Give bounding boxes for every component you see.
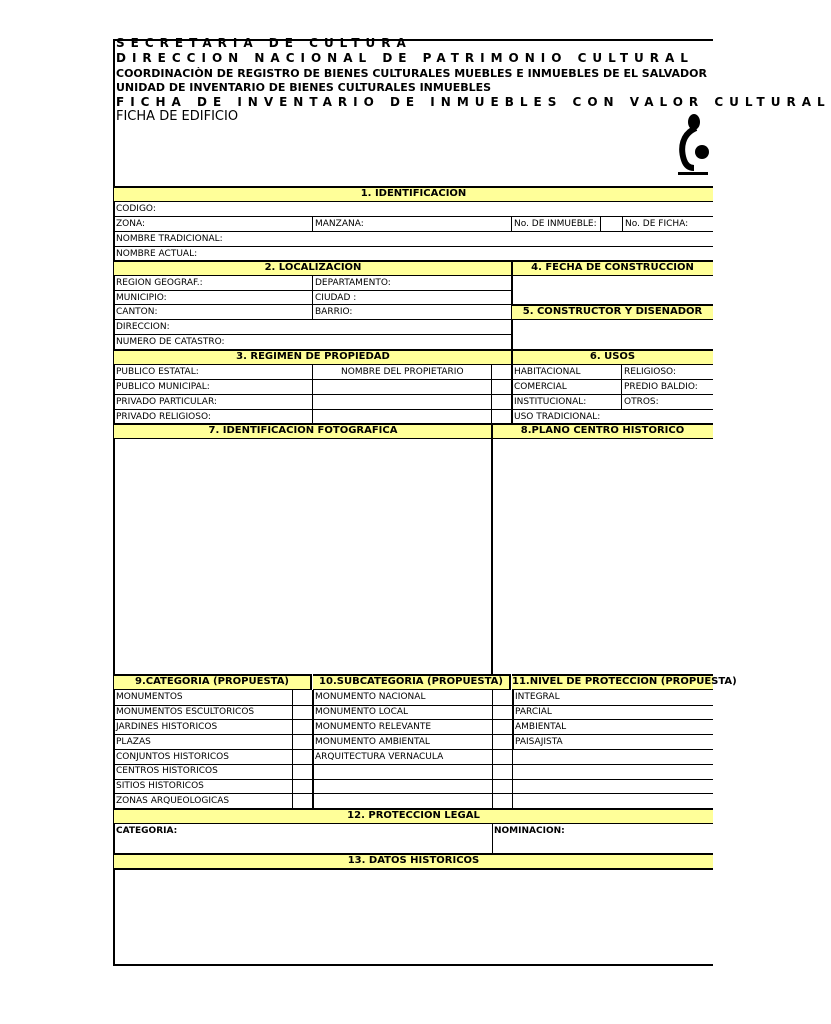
field-predio-baldio[interactable]: PREDIO BALDIO:: [624, 382, 698, 392]
header-ficha-edificio: FICHA DE EDIFICIO: [116, 109, 239, 124]
section-11-nivel-proteccion: 11.NIVEL DE PROTECCION (PROPUESTA): [512, 674, 713, 690]
field-otros[interactable]: OTROS:: [624, 397, 659, 407]
list-item[interactable]: CONJUNTOS HISTORICOS: [116, 752, 229, 762]
list-item[interactable]: MONUMENTO RELEVANTE: [315, 722, 432, 732]
list-item[interactable]: MONUMENTOS ESCULTORICOS: [116, 707, 255, 717]
section-5-constructor: 5. CONSTRUCTOR Y DISEÑADOR: [512, 304, 713, 320]
field-municipio[interactable]: MUNICIPIO:: [116, 293, 167, 303]
section-1-identificacion: 1. IDENTIFICACION: [114, 186, 713, 202]
header-ficha-inventario: FICHA DE INVENTARIO DE INMUEBLES CON VALOR CULTURAL: [116, 95, 831, 109]
list-item[interactable]: MONUMENTO NACIONAL: [315, 692, 426, 702]
field-nominacion[interactable]: NOMINACION:: [494, 826, 565, 836]
field-nombre-actual[interactable]: NOMBRE ACTUAL:: [116, 249, 198, 259]
field-manzana[interactable]: MANZANA:: [315, 219, 364, 229]
field-zona[interactable]: ZONA:: [116, 219, 146, 229]
field-departamento[interactable]: DEPARTAMENTO:: [315, 278, 391, 288]
list-item[interactable]: ZONAS ARQUEOLOGICAS: [116, 796, 230, 806]
field-comercial[interactable]: COMERCIAL: [514, 382, 567, 392]
list-item[interactable]: PARCIAL: [515, 707, 552, 717]
field-codigo[interactable]: CODIGO:: [116, 204, 156, 214]
list-item[interactable]: PLAZAS: [116, 737, 151, 747]
field-direccion[interactable]: DIRECCION:: [116, 322, 170, 332]
field-catastro[interactable]: NUMERO DE CATASTRO:: [116, 337, 225, 347]
field-no-ficha[interactable]: No. DE FICHA:: [625, 219, 689, 229]
field-barrio[interactable]: BARRIO:: [315, 307, 353, 317]
historical-data-area[interactable]: [115, 871, 712, 963]
list-item[interactable]: PAISAJISTA: [515, 737, 563, 747]
field-religioso[interactable]: RELIGIOSO:: [624, 367, 676, 377]
field-nombre-tradicional[interactable]: NOMBRE TRADICIONAL:: [116, 234, 223, 244]
list-item[interactable]: CENTROS HISTORICOS: [116, 766, 218, 776]
field-publico-municipal[interactable]: PUBLICO MUNICIPAL:: [116, 382, 210, 392]
list-item[interactable]: SITIOS HISTORICOS: [116, 781, 204, 791]
field-canton[interactable]: CANTON:: [116, 307, 158, 317]
field-publico-estatal[interactable]: PUBLICO ESTATAL:: [116, 367, 199, 377]
section-3-regimen: 3. REGIMEN DE PROPIEDAD: [114, 349, 512, 365]
list-item[interactable]: MONUMENTO AMBIENTAL: [315, 737, 430, 747]
section-10-subcategoria: 10.SUBCATEGORIA (PROPUESTA): [313, 674, 511, 690]
list-item[interactable]: JARDINES HISTORICOS: [116, 722, 218, 732]
list-item[interactable]: MONUMENTO LOCAL: [315, 707, 409, 717]
section-13-datos-historicos: 13. DATOS HISTORICOS: [114, 853, 713, 870]
header-secretaria: SECRETARIA DE CULTURA: [116, 36, 412, 50]
header-unidad: UNIDAD DE INVENTARIO DE BIENES CULTURALES INMUEBLES: [116, 81, 492, 94]
field-no-inmueble[interactable]: No. DE INMUEBLE:: [514, 219, 597, 229]
section-4-fecha-construccion: 4. FECHA DE CONSTRUCCION: [512, 260, 713, 276]
header-direccion: DIRECCION NACIONAL DE PATRIMONIO CULTURAL: [116, 51, 694, 65]
field-habitacional[interactable]: HABITACIONAL: [514, 367, 581, 377]
section-7-fotografica: 7. IDENTIFICACION FOTOGRAFICA: [114, 423, 492, 439]
header-coordinacion: COORDINACIÒN DE REGISTRO DE BIENES CULTURALES MUEBLES E INMUEBLES DE EL SALVADOR: [116, 67, 707, 80]
section-6-usos: 6. USOS: [512, 349, 713, 365]
field-uso-tradicional[interactable]: USO TRADICIONAL:: [514, 412, 601, 422]
section-2-localizacion: 2. LOCALIZACION: [114, 260, 512, 276]
list-item[interactable]: ARQUITECTURA VERNACULA: [315, 752, 444, 762]
field-institucional[interactable]: INSTITUCIONAL:: [514, 397, 587, 407]
field-privado-particular[interactable]: PRIVADO PARTICULAR:: [116, 397, 217, 407]
list-item[interactable]: MONUMENTOS: [116, 692, 183, 702]
section-12-proteccion-legal: 12. PROTECCION LEGAL: [114, 808, 713, 824]
field-ciudad[interactable]: CIUDAD :: [315, 293, 357, 303]
list-item[interactable]: INTEGRAL: [515, 692, 560, 702]
section-8-plano: 8.PLANO CENTRO HISTORICO: [492, 423, 713, 439]
section-9-categoria: 9.CATEGORIA (PROPUESTA): [114, 674, 312, 690]
photo-area[interactable]: [115, 440, 490, 674]
field-privado-religioso[interactable]: PRIVADO RELIGIOSO:: [116, 412, 211, 422]
field-region[interactable]: REGION GEOGRAF.:: [116, 278, 203, 288]
cultura-logo-icon: [672, 108, 714, 180]
field-nombre-propietario: NOMBRE DEL PROPIETARIO: [341, 367, 464, 377]
plan-area[interactable]: [494, 440, 712, 674]
list-item[interactable]: AMBIENTAL: [515, 722, 567, 732]
field-categoria[interactable]: CATEGORIA:: [116, 826, 178, 836]
